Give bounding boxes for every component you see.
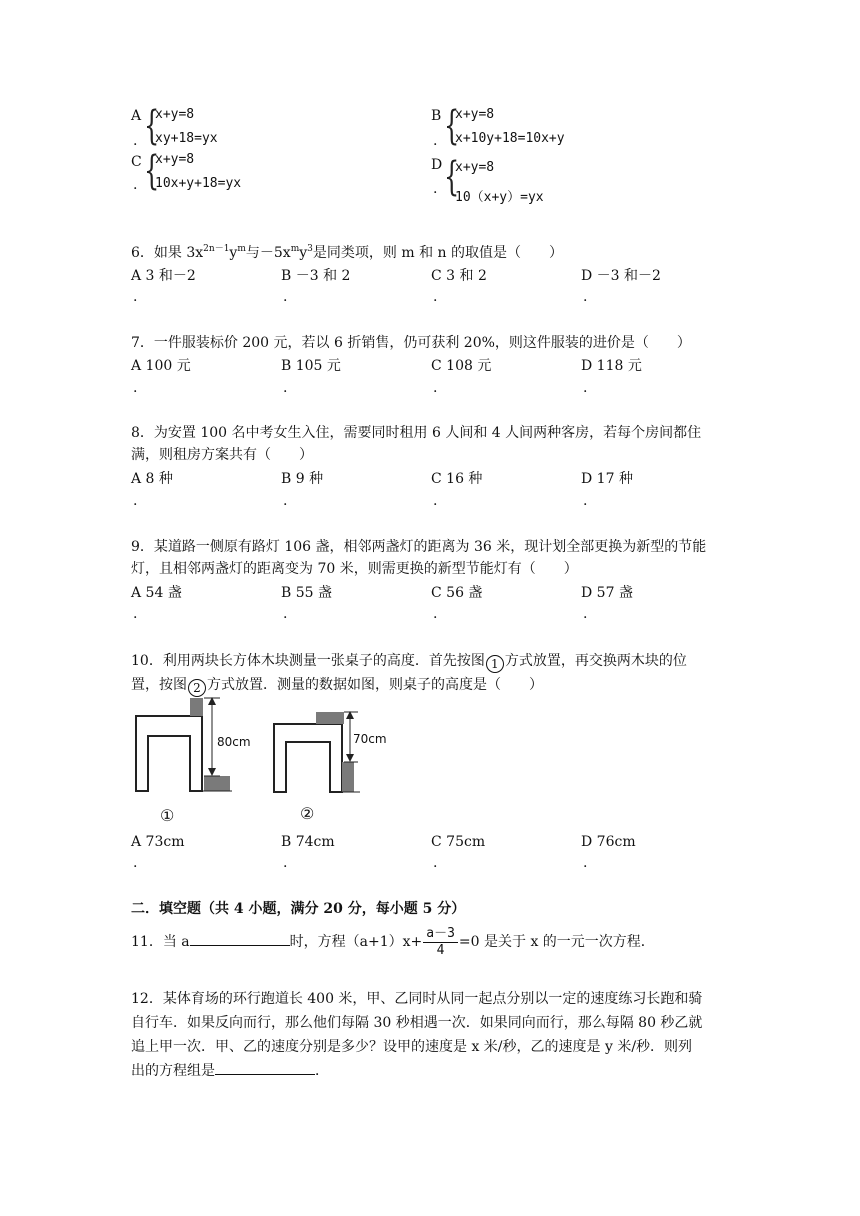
option-dot: . bbox=[133, 380, 138, 396]
option-dot: . bbox=[133, 606, 138, 622]
circle-number: 1 bbox=[486, 655, 504, 673]
option-letter: A bbox=[131, 108, 142, 124]
wood-block bbox=[204, 776, 230, 791]
brace-icon: { bbox=[144, 103, 160, 149]
fraction: $\frac{a-3}{4}$ bbox=[423, 926, 458, 959]
option-dot: . bbox=[133, 177, 138, 193]
brace-icon: { bbox=[144, 148, 160, 194]
q7-option-b: B 105 元 bbox=[281, 358, 341, 374]
q8-option-a: A 8 种 bbox=[131, 471, 173, 487]
question-9-stem-line2: 灯，且相邻两盏灯的距离变为 70 米，则需更换的新型节能灯有（ ） bbox=[131, 561, 578, 577]
equation: x+10y+18=10x+y bbox=[455, 131, 565, 146]
option-dot: . bbox=[583, 606, 588, 622]
option-dot: . bbox=[433, 133, 438, 149]
option-dot: . bbox=[433, 493, 438, 509]
question-10-stem-line2: 置，按图 2 方式放置．测量的数据如图，则桌子的高度是（ ） bbox=[131, 677, 543, 695]
question-8-stem-line2: 满，则租房方案共有（ ） bbox=[131, 447, 313, 463]
q10-option-a: A 73cm bbox=[131, 834, 185, 850]
figure-1-caption: ① bbox=[160, 806, 175, 825]
q8-option-b: B 9 种 bbox=[281, 471, 324, 487]
q10-option-c: C 75cm bbox=[431, 834, 486, 850]
equation: x+y=8 bbox=[155, 152, 195, 167]
q8-option-d: D 17 种 bbox=[581, 471, 633, 487]
option-dot: . bbox=[133, 855, 138, 871]
option-dot: . bbox=[583, 289, 588, 305]
option-dot: . bbox=[133, 493, 138, 509]
q7-option-d: D 118 元 bbox=[581, 358, 642, 374]
equation: 10x+y+18=yx bbox=[155, 176, 242, 191]
question-7-stem: 7．一件服装标价 200 元，若以 6 折销售，仍可获利 20%，则这件服装的进价是（ ） bbox=[131, 335, 691, 351]
brace-icon: { bbox=[444, 103, 460, 149]
question-6-stem: 6．如果 $3x^{2n-1}y^m$与$-5x^my^3$是同类项，则 m 和 n 的取值是（ ） bbox=[131, 244, 563, 261]
figure-2-caption: ② bbox=[300, 804, 315, 823]
option-dot: . bbox=[433, 380, 438, 396]
question-12-line1: 12．某体育场的环行跑道长 400 米，甲、乙同时从同一起点分别以一定的速度练习长跑和骑 bbox=[131, 991, 703, 1007]
equation: x+y=8 bbox=[155, 107, 195, 122]
equation: 10（x+y）=yx bbox=[455, 190, 544, 205]
option-dot: . bbox=[433, 289, 438, 305]
option-dot: . bbox=[133, 289, 138, 305]
option-letter: D bbox=[431, 157, 443, 173]
question-12-line3: 追上甲一次．甲、乙的速度分别是多少？设甲的速度是 x 米/秒，乙的速度是 y 米/秒．则列 bbox=[131, 1039, 693, 1055]
q10-option-b: B 74cm bbox=[281, 834, 335, 850]
question-9-stem-line1: 9．某道路一侧原有路灯 106 盏，相邻两盏灯的距离为 36 米，现计划全部更换为新型的节能 bbox=[131, 539, 707, 555]
equation: xy+18=yx bbox=[155, 131, 218, 146]
option-dot: . bbox=[283, 606, 288, 622]
wood-block bbox=[316, 712, 344, 724]
figure-2-measurement: 70cm bbox=[353, 732, 387, 746]
q9-option-b: B 55 盏 bbox=[281, 585, 333, 601]
option-letter: B bbox=[431, 108, 442, 124]
question-8-stem-line1: 8．为安置 100 名中考女生入住，需要同时租用 6 人间和 4 人间两种客房，若每个房间都住 bbox=[131, 425, 702, 441]
q6-option-a: A 3 和－2 bbox=[131, 268, 196, 284]
q9-option-d: D 57 盏 bbox=[581, 585, 633, 601]
q9-option-c: C 56 盏 bbox=[431, 585, 483, 601]
option-dot: . bbox=[133, 133, 138, 149]
question-10-stem-line1: 10．利用两块长方体木块测量一张桌子的高度．首先按图 1 方式放置，再交换两木块的位 bbox=[131, 653, 687, 671]
question-12-line2: 自行车．如果反向而行，那么他们每隔 30 秒相遇一次．如果同向而行，那么每隔 80 秒乙就 bbox=[131, 1015, 703, 1031]
question-12-line4: 出的方程组是 ． bbox=[131, 1063, 329, 1079]
figure-2-diagram bbox=[268, 708, 378, 804]
option-dot: . bbox=[283, 380, 288, 396]
option-dot: . bbox=[583, 493, 588, 509]
answer-blank bbox=[215, 1074, 315, 1075]
answer-blank bbox=[190, 945, 290, 946]
brace-icon: { bbox=[444, 154, 460, 200]
q6-option-c: C 3 和 2 bbox=[431, 268, 487, 284]
option-dot: . bbox=[583, 855, 588, 871]
option-letter: C bbox=[131, 154, 142, 170]
figure-1-diagram bbox=[128, 694, 248, 804]
wood-block bbox=[342, 762, 354, 792]
question-11-stem: 11．当 a 时，方程（a+1）x+ $\frac{a-3}{4}$ =0 是关于 x 的一元一次方程． bbox=[131, 925, 655, 958]
option-dot: . bbox=[433, 181, 438, 197]
section-heading: 二．填空题（共 4 小题，满分 20 分，每小题 5 分） bbox=[131, 901, 466, 917]
wood-block bbox=[190, 698, 203, 716]
option-dot: . bbox=[433, 855, 438, 871]
figure-1-measurement: 80cm bbox=[217, 735, 251, 749]
circle-number: 2 bbox=[188, 679, 206, 697]
q6-option-d: D －3 和－2 bbox=[581, 268, 661, 284]
equation: x+y=8 bbox=[455, 160, 495, 175]
option-dot: . bbox=[583, 380, 588, 396]
option-dot: . bbox=[283, 855, 288, 871]
q9-option-a: A 54 盏 bbox=[131, 585, 182, 601]
q8-option-c: C 16 种 bbox=[431, 471, 483, 487]
q7-option-a: A 100 元 bbox=[131, 358, 191, 374]
q7-option-c: C 108 元 bbox=[431, 358, 492, 374]
option-dot: . bbox=[433, 606, 438, 622]
equation: x+y=8 bbox=[455, 107, 495, 122]
option-dot: . bbox=[283, 289, 288, 305]
q10-option-d: D 76cm bbox=[581, 834, 636, 850]
q6-option-b: B －3 和 2 bbox=[281, 268, 351, 284]
option-dot: . bbox=[283, 493, 288, 509]
